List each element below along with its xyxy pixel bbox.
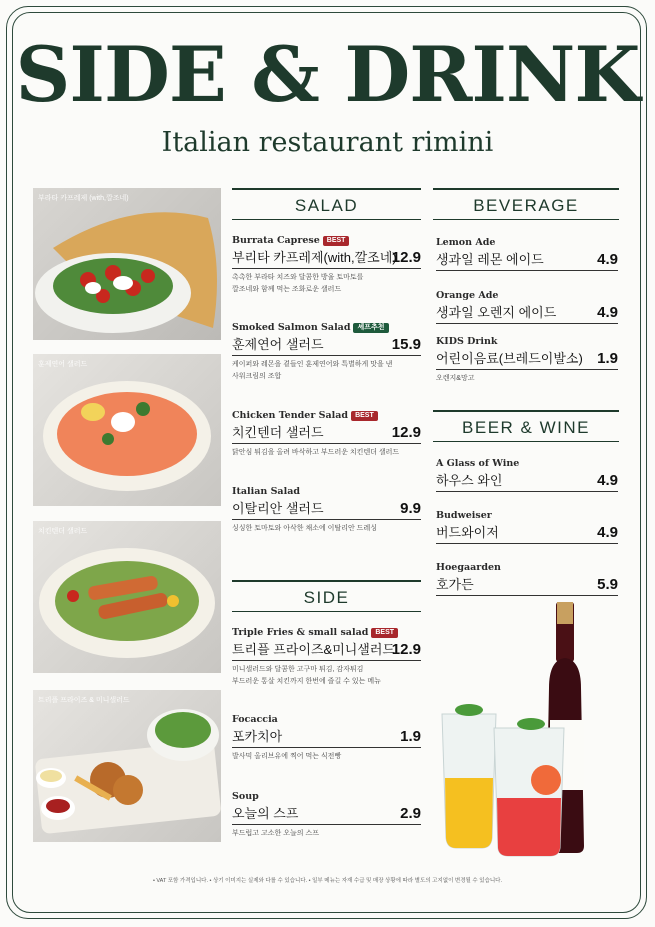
item-description: 촉촉한 부라타 치즈와 달콤한 방울 토마토를: [232, 274, 364, 281]
item-english-name: Soup: [232, 791, 259, 802]
chicken-tender-image: [33, 521, 221, 673]
item-korean-name: 오늘의 스프: [232, 806, 299, 821]
item-english-name: Italian Salad: [232, 486, 300, 497]
item-description: 싱싱한 토마토와 아삭한 채소에 이탈리안 드레싱: [232, 525, 377, 532]
item-description: 케이퍼와 레몬을 곁들인 훈제연어와 특별하게 맛을 낸: [232, 361, 393, 368]
menu-item: [436, 561, 618, 596]
beer-wine-heading: BEER & WINE: [433, 410, 619, 442]
item-korean-name: 버드와이저: [436, 525, 499, 540]
menu-item: [232, 485, 421, 535]
item-price: 4.9: [597, 472, 618, 489]
item-korean-name: 하우스 와인: [436, 473, 503, 488]
menu-title: SIDE & DRINK: [15, 30, 640, 119]
photo-caption: 훈제연어 샐러드: [38, 361, 88, 368]
item-price: 1.9: [400, 728, 421, 745]
item-price: 12.9: [391, 424, 421, 441]
item-korean-name: 부리타 카프레제(with,깔조네): [232, 250, 397, 265]
photo-caption: 치킨텐더 샐러드: [38, 528, 88, 535]
item-korean-name: 생과일 레몬 에이드: [436, 252, 544, 267]
item-price: 5.9: [597, 576, 618, 593]
salad-heading: SALAD: [232, 188, 421, 220]
menu-item: [232, 234, 421, 296]
item-price: 2.9: [400, 805, 421, 822]
item-english-name: Smoked Salmon Salad: [232, 322, 351, 333]
footer-notice: • VAT 포함 가격입니다. • 상기 이미지는 실제와 다를 수 있습니다. • 일부 메뉴는 자재 수급 및 매장 상황에 따라 별도의 고지없이 변경될 수 있습니다.: [152, 878, 503, 884]
chef-recommend-badge: 셰프추천: [353, 323, 388, 333]
menu-item: [232, 713, 421, 763]
menu-item: [232, 321, 421, 383]
item-description: 부드러운 통살 치킨까지 한번에 즐길 수 있는 메뉴: [232, 678, 381, 685]
item-korean-name: 트리플 프라이즈&미니샐러드: [232, 642, 395, 657]
item-price: 12.9: [391, 641, 421, 658]
photo-burrata-caprese: [33, 188, 221, 340]
menu-item: [436, 457, 618, 492]
smoked-salmon-image: [33, 354, 221, 506]
item-price: 15.9: [391, 336, 421, 353]
item-english-name: KIDS Drink: [436, 336, 498, 347]
item-korean-name: 훈제연어 샐러드: [232, 337, 324, 352]
menu-item: [232, 626, 421, 688]
item-english-name: Hoegaarden: [436, 562, 501, 573]
item-price: 4.9: [597, 304, 618, 321]
item-english-name: Budweiser: [436, 510, 492, 521]
burrata-caprese-image: [33, 188, 221, 340]
item-english-name: Orange Ade: [436, 290, 499, 301]
drinks-illustration: [436, 598, 620, 858]
best-badge: BEST: [371, 628, 398, 638]
item-english-name: Lemon Ade: [436, 237, 496, 248]
item-korean-name: 치킨텐더 샐러드: [232, 425, 324, 440]
best-badge: BEST: [323, 236, 350, 246]
photo-smoked-salmon: [33, 354, 221, 506]
menu-item: [232, 790, 421, 840]
item-description: 깔조네와 함께 먹는 조화로운 샐러드: [232, 286, 342, 293]
menu-item: [436, 289, 618, 324]
item-description: 미니샐러드와 달콤한 고구마 튀김, 감자튀김: [232, 666, 364, 673]
item-description: 닭안심 튀김을 올려 바삭하고 부드러운 치킨텐더 샐러드: [232, 449, 400, 456]
item-korean-name: 생과일 오렌지 에이드: [436, 305, 557, 320]
item-price: 9.9: [400, 500, 421, 517]
item-korean-name: 호가든: [436, 577, 474, 592]
menu-item: [436, 335, 618, 385]
item-english-name: Focaccia: [232, 714, 278, 725]
side-heading: SIDE: [232, 580, 421, 612]
photo-chicken-tender: [33, 521, 221, 673]
menu-item: [232, 409, 421, 459]
item-price: 4.9: [597, 251, 618, 268]
best-badge: BEST: [351, 411, 378, 421]
item-korean-name: 이탈리안 샐러드: [232, 501, 324, 516]
triple-fries-image: [33, 690, 221, 842]
item-description: 부드럽고 고소한 오늘의 스프: [232, 830, 319, 837]
beverage-heading: BEVERAGE: [433, 188, 619, 220]
item-english-name: Burrata Caprese: [232, 235, 320, 246]
menu-item: [436, 509, 618, 544]
item-description: 발사믹 올리브유에 찍어 먹는 식전빵: [232, 753, 342, 760]
photo-triple-fries: [33, 690, 221, 842]
item-price: 4.9: [597, 524, 618, 541]
menu-subtitle: Italian restaurant rimini: [161, 127, 494, 158]
item-price: 1.9: [597, 350, 618, 367]
menu-item: [436, 236, 618, 271]
item-english-name: Triple Fries & small salad: [232, 627, 369, 638]
item-korean-name: 어린이음료(브레드이발소): [436, 351, 583, 366]
photo-caption: 트리플 프라이즈 & 미니샐러드: [38, 697, 130, 704]
item-description: 오렌지&망고: [436, 375, 475, 382]
item-description: 사워크림의 조합: [232, 373, 282, 380]
item-english-name: A Glass of Wine: [436, 458, 520, 469]
photo-caption: 부라타 카프레제 (with,깔조네): [38, 195, 129, 202]
item-korean-name: 포카치아: [232, 729, 283, 744]
item-price: 12.9: [391, 249, 421, 266]
item-english-name: Chicken Tender Salad: [232, 410, 349, 421]
